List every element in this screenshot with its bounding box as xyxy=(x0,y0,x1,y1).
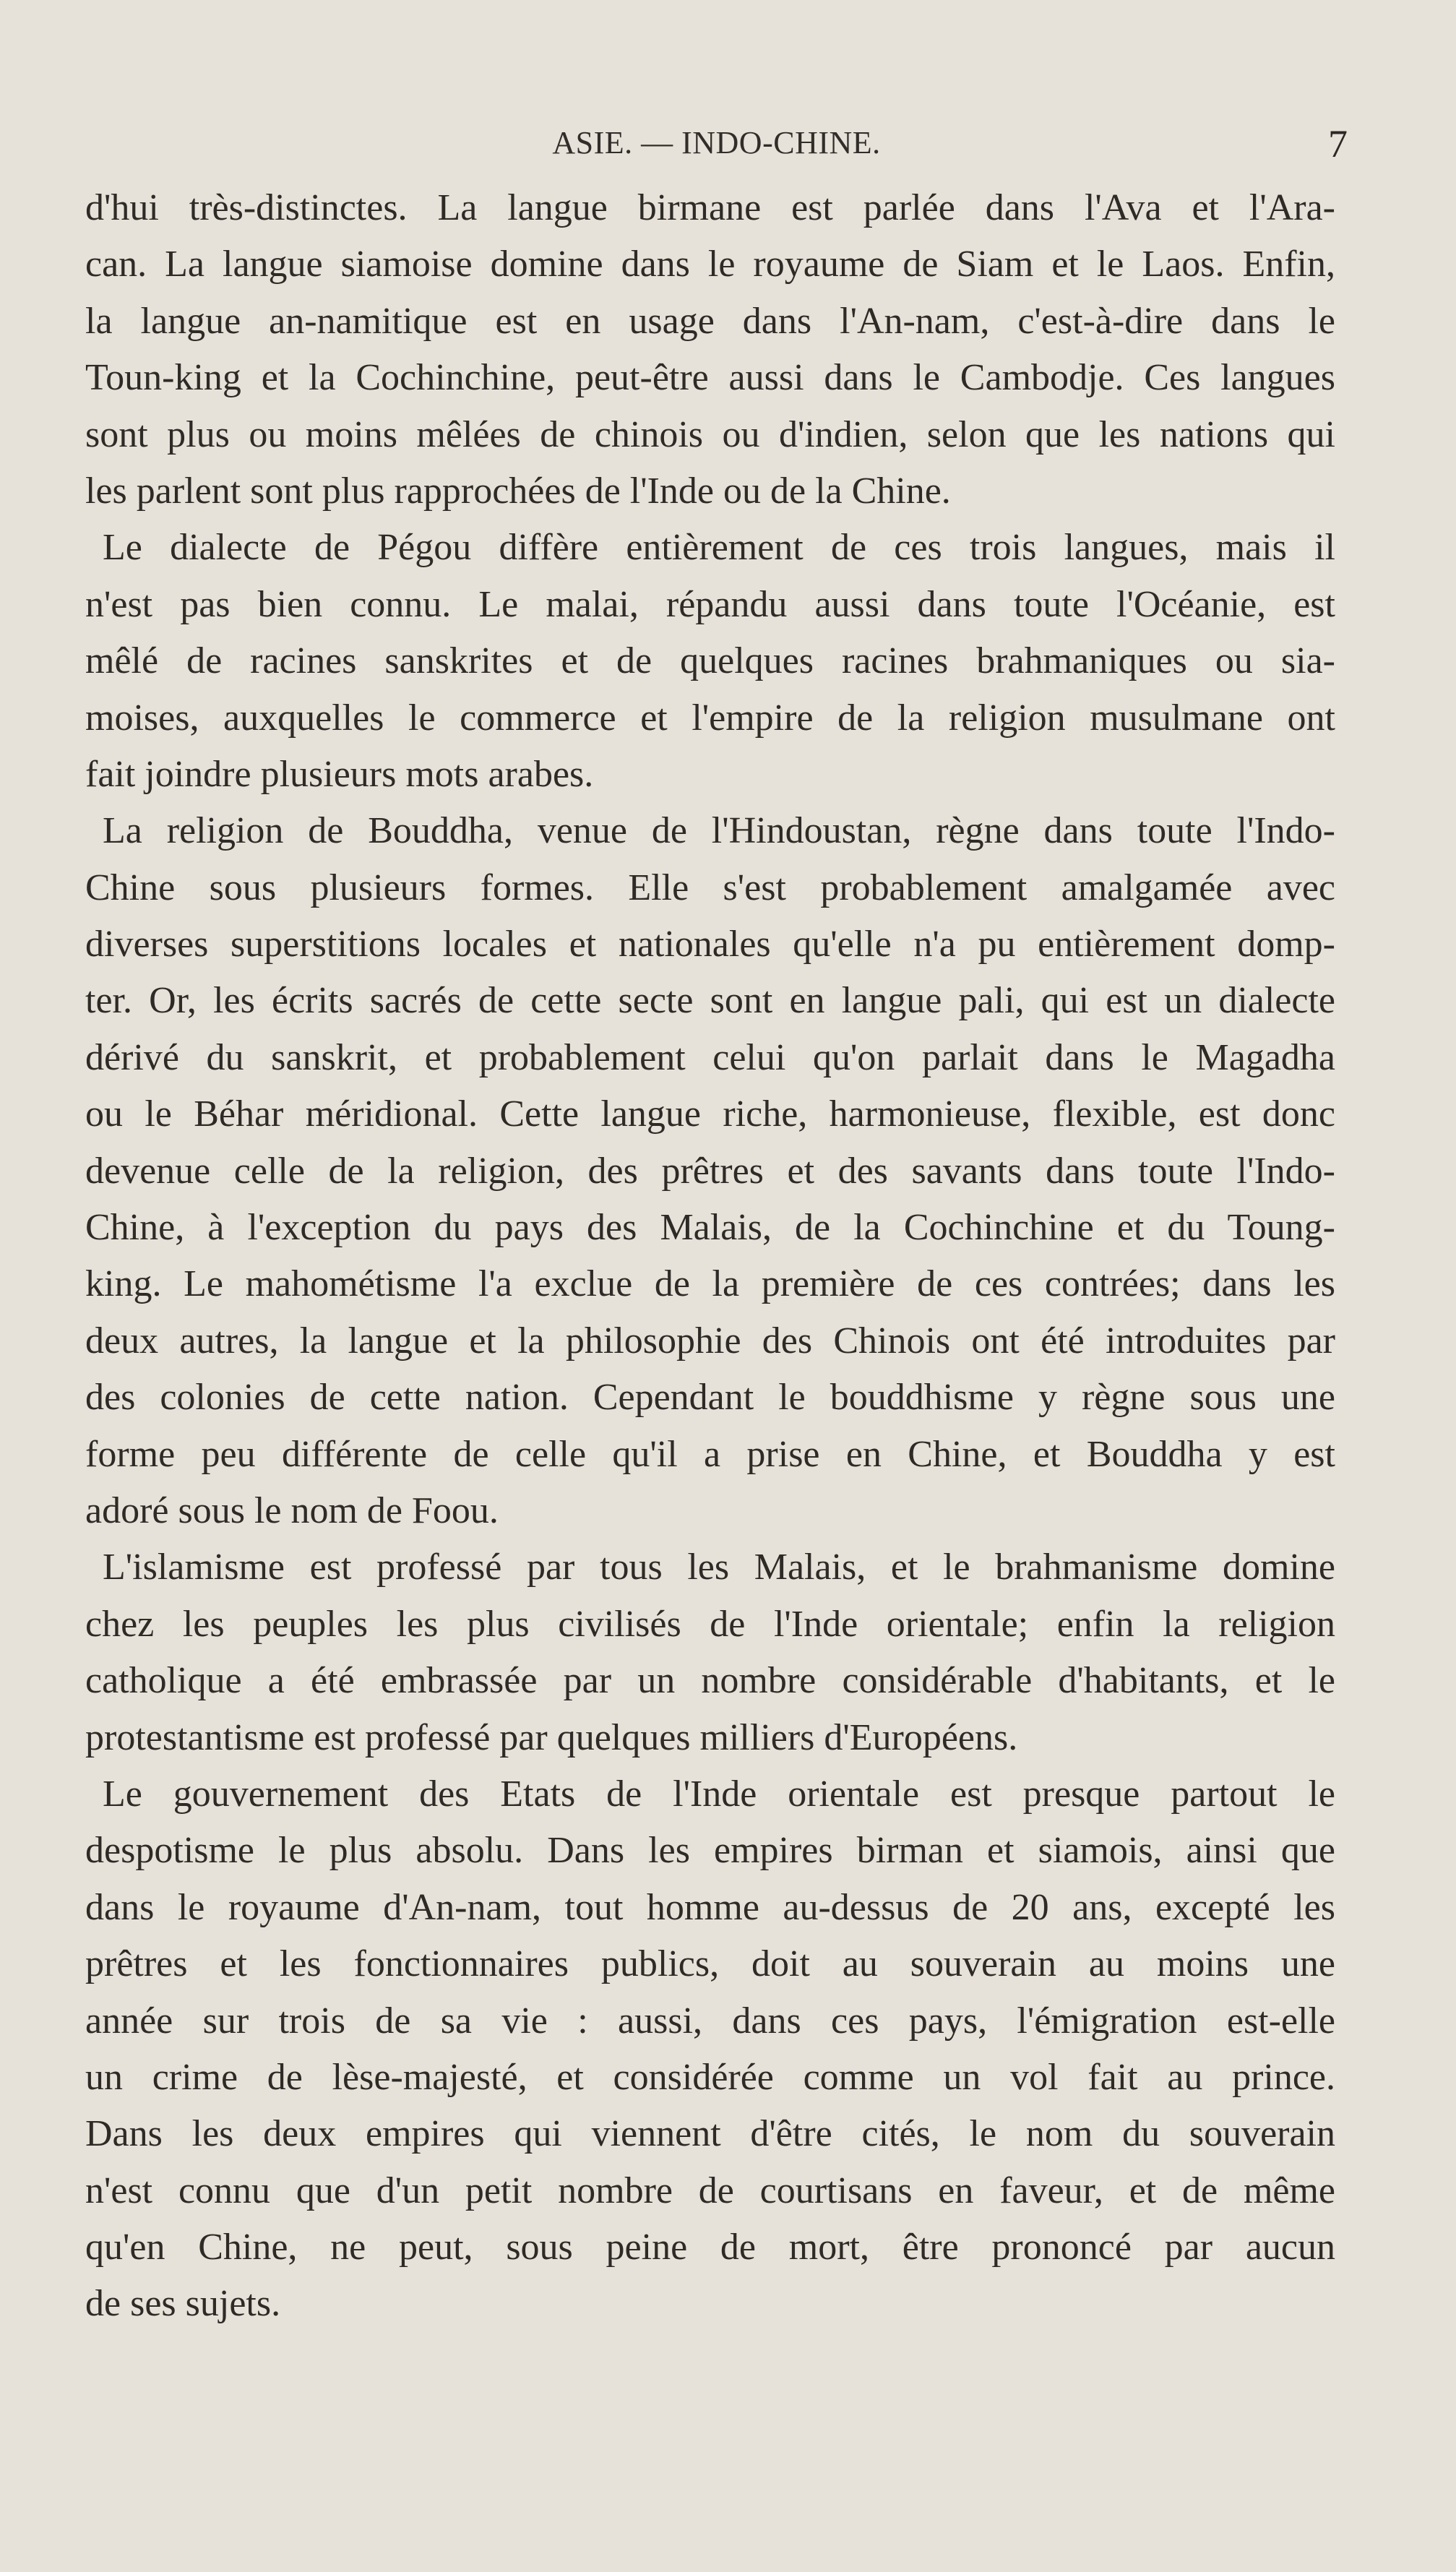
text-line: année sur trois de sa vie : aussi, dans ces pays, l'émigration est-elle xyxy=(85,2000,1335,2042)
text-line: diverses superstitions locales et nationales qu'elle n'a pu entièrement domp- xyxy=(85,924,1335,965)
text-line: mêlé de racines sanskrites et de quelques racines brahmaniques ou sia- xyxy=(85,640,1335,682)
text-line: Dans les deux empires qui viennent d'être cités, le nom du souverain xyxy=(85,2113,1335,2155)
text-line: Chine, à l'exception du pays des Malais, de la Cochinchine et du Toung- xyxy=(85,1207,1335,1249)
text-line: ter. Or, les écrits sacrés de cette secte sont en langue pali, qui est un dialecte xyxy=(85,980,1335,1022)
text-line: king. Le mahométisme l'a exclue de la première de ces contrées; dans les xyxy=(85,1263,1335,1305)
page-number: 7 xyxy=(1328,122,1348,165)
text-line: La religion de Bouddha, venue de l'Hindoustan, règne dans toute l'Indo- xyxy=(103,810,1335,852)
text-line: des colonies de cette nation. Cependant le bouddhisme y règne sous une xyxy=(85,1377,1335,1419)
text-line: dans le royaume d'An-nam, tout homme au-dessus de 20 ans, excepté les xyxy=(85,1886,1335,1928)
text-line: sont plus ou moins mêlées de chinois ou d'indien, selon que les nations qui xyxy=(85,413,1335,455)
text-line: can. La langue siamoise domine dans le royaume de Siam et le Laos. Enfin, xyxy=(85,244,1335,285)
text-line: prêtres et les fonctionnaires publics, doit au souverain au moins une xyxy=(85,1943,1335,1985)
text-line: devenue celle de la religion, des prêtres et des savants dans toute l'Indo- xyxy=(85,1150,1335,1192)
text-line: Le gouvernement des Etats de l'Inde orientale est presque partout le xyxy=(103,1773,1335,1815)
text-line: Le dialecte de Pégou diffère entièrement de ces trois langues, mais il xyxy=(103,527,1335,569)
text-line: n'est connu que d'un petit nombre de courtisans en faveur, et de même xyxy=(85,2169,1335,2211)
text-line: despotisme le plus absolu. Dans les empires birman et siamois, ainsi que xyxy=(85,1830,1335,1872)
text-line: ou le Béhar méridional. Cette langue riche, harmonieuse, flexible, est donc xyxy=(85,1093,1335,1135)
body-text xyxy=(85,180,1335,2333)
text-line: les parlent sont plus rapprochées de l'Inde ou de la Chine. xyxy=(85,470,951,512)
text-line: moises, auxquelles le commerce et l'empire de la religion musulmane ont xyxy=(85,697,1335,739)
text-line: d'hui très-distinctes. La langue birmane est parlée dans l'Ava et l'Ara- xyxy=(85,187,1335,228)
text-line: chez les peuples les plus civilisés de l'Inde orientale; enfin la religion xyxy=(85,1603,1335,1645)
text-line: qu'en Chine, ne peut, sous peine de mort, être prononcé par aucun xyxy=(85,2227,1335,2268)
text-line: dérivé du sanskrit, et probablement celui qu'on parlait dans le Magadha xyxy=(85,1036,1335,1078)
text-line: la langue an-namitique est en usage dans l'An-nam, c'est-à-dire dans le xyxy=(85,300,1335,342)
text-line: un crime de lèse-majesté, et considérée comme un vol fait au prince. xyxy=(85,2056,1335,2098)
text-line: catholique a été embrassée par un nombre considérable d'habitants, et le xyxy=(85,1660,1335,1702)
text-line: Toun-king et la Cochinchine, peut-être aussi dans le Cambodje. Ces langues xyxy=(85,357,1335,399)
text-line: Chine sous plusieurs formes. Elle s'est probablement amalgamée avec xyxy=(85,866,1335,908)
text-line: de ses sujets. xyxy=(85,2283,281,2325)
text-line: adoré sous le nom de Foou. xyxy=(85,1489,499,1531)
text-line: protestantisme est professé par quelques milliers d'Européens. xyxy=(85,1716,1018,1758)
text-line: forme peu différente de celle qu'il a prise en Chine, et Bouddha y est xyxy=(85,1433,1335,1475)
text-line: n'est pas bien connu. Le malai, répandu aussi dans toute l'Océanie, est xyxy=(85,583,1335,625)
text-line: fait joindre plusieurs mots arabes. xyxy=(85,753,594,795)
text-line: deux autres, la langue et la philosophie des Chinois ont été introduites par xyxy=(85,1320,1335,1362)
running-title: ASIE. — INDO-CHINE. xyxy=(552,125,881,160)
text-line: L'islamisme est professé par tous les Malais, et le brahmanisme domine xyxy=(103,1547,1335,1588)
running-head xyxy=(85,121,1348,165)
